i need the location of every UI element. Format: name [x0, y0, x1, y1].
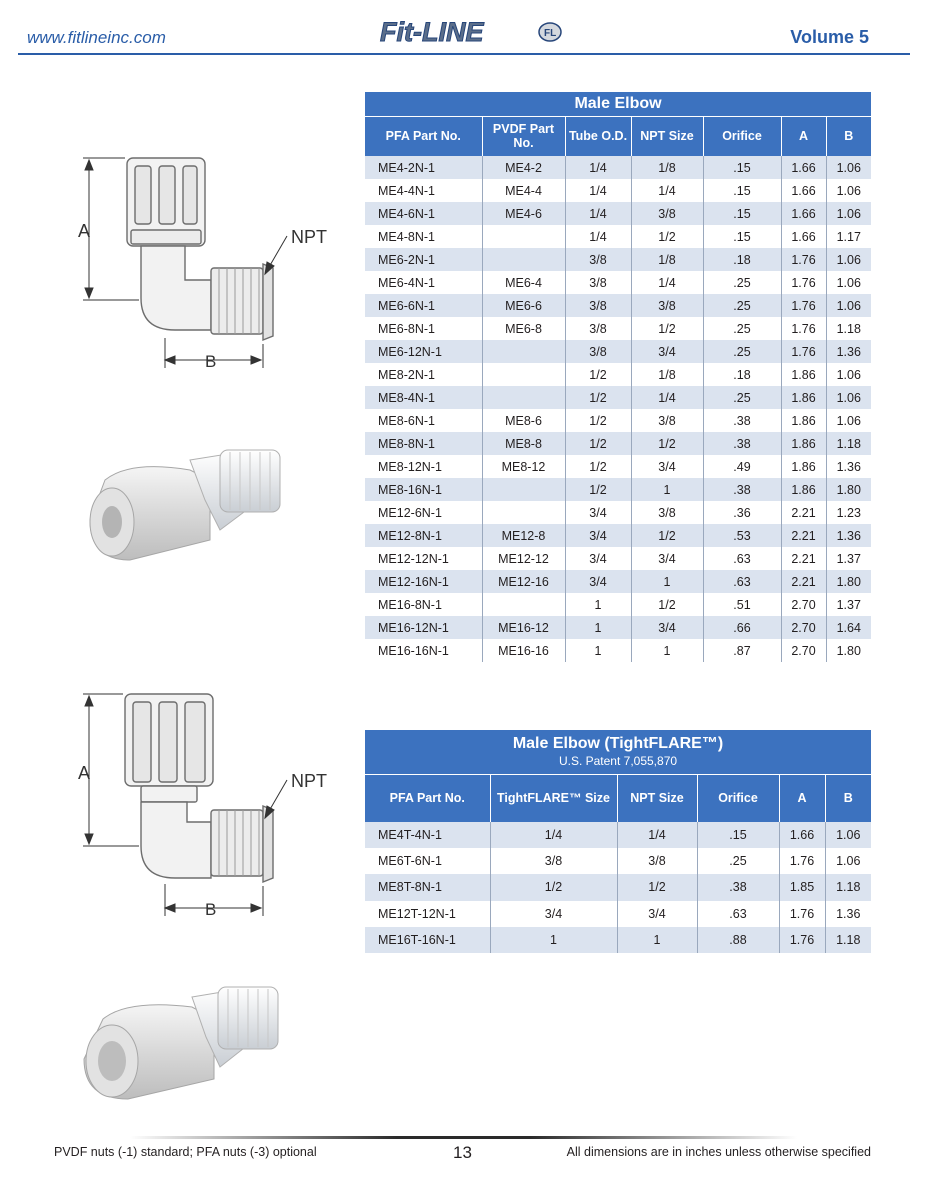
table-cell: 1.36 — [826, 524, 871, 547]
table-cell: 1.86 — [781, 363, 826, 386]
table-cell: 1.06 — [826, 156, 871, 179]
table-cell: 3/8 — [565, 340, 631, 363]
table-cell: 1.66 — [781, 225, 826, 248]
table-cell: ME16-8N-1 — [365, 593, 482, 616]
table-cell: 3/4 — [565, 501, 631, 524]
table-cell: .66 — [703, 616, 781, 639]
table-cell: 2.21 — [781, 547, 826, 570]
website-link[interactable]: www.fitlineinc.com — [27, 28, 166, 47]
column-header: TightFLARE™ Size — [490, 774, 617, 822]
table-cell: 1 — [617, 927, 697, 953]
table-cell: 1.18 — [825, 927, 871, 953]
table-cell: 1 — [631, 570, 703, 593]
table-cell: 3/4 — [565, 570, 631, 593]
column-header: PVDF Part No. — [482, 116, 565, 156]
table-cell: .87 — [703, 639, 781, 662]
column-header: PFA Part No. — [365, 116, 482, 156]
table-cell: 1/2 — [565, 386, 631, 409]
table-cell: ME4T-4N-1 — [365, 822, 490, 848]
table-cell: ME12-12N-1 — [365, 547, 482, 570]
table-cell: ME6-6 — [482, 294, 565, 317]
table-cell: 1/4 — [617, 822, 697, 848]
table-cell: 2.70 — [781, 616, 826, 639]
table-cell: 1.36 — [825, 901, 871, 927]
table-cell: ME16-16N-1 — [365, 639, 482, 662]
table-row — [365, 363, 871, 386]
table-cell: 1/4 — [565, 156, 631, 179]
table-title-text: Male Elbow (TightFLARE™) — [512, 735, 724, 753]
table-row — [365, 639, 871, 662]
table-cell: ME8T-8N-1 — [365, 874, 490, 900]
table-cell: .15 — [703, 202, 781, 225]
table-cell: 1/4 — [565, 179, 631, 202]
table-row — [365, 248, 871, 271]
table-title — [365, 730, 871, 774]
table-cell: 1/8 — [631, 363, 703, 386]
male-elbow-drawing — [75, 148, 345, 376]
male-elbow-table — [365, 92, 871, 662]
table-row — [365, 202, 871, 225]
dimension-b-label: B — [205, 352, 217, 371]
table-cell: ME12-16N-1 — [365, 570, 482, 593]
table-cell: 1/2 — [565, 478, 631, 501]
footer-divider — [130, 1136, 797, 1139]
table-cell: 1.64 — [826, 616, 871, 639]
table-cell — [482, 340, 565, 363]
table-cell: ME8-6 — [482, 409, 565, 432]
table-cell: 3/4 — [490, 901, 617, 927]
table-cell: 3/8 — [631, 409, 703, 432]
table-cell: 1.18 — [826, 432, 871, 455]
table-cell: 1.66 — [779, 822, 825, 848]
table-row — [365, 848, 871, 874]
table-row — [365, 616, 871, 639]
table-cell — [482, 386, 565, 409]
table-cell: 1/2 — [631, 317, 703, 340]
table-cell: 3/8 — [617, 848, 697, 874]
table-cell: 1.66 — [781, 156, 826, 179]
table-row — [365, 478, 871, 501]
table-cell: 1.76 — [781, 271, 826, 294]
column-header: PFA Part No. — [365, 774, 490, 822]
table-row — [365, 547, 871, 570]
table-cell: 1.86 — [781, 409, 826, 432]
table-cell: 1.06 — [826, 386, 871, 409]
table-cell: .25 — [703, 271, 781, 294]
table-cell: .38 — [703, 478, 781, 501]
fitline-logo — [376, 16, 566, 48]
table-header-row — [365, 774, 871, 822]
table-cell: 1/2 — [565, 455, 631, 478]
table-cell: ME8-12 — [482, 455, 565, 478]
table-cell: .25 — [703, 340, 781, 363]
table-cell: 3/8 — [631, 294, 703, 317]
table-cell: 1.18 — [826, 317, 871, 340]
table-cell: 1.76 — [781, 294, 826, 317]
table-cell: 1.66 — [781, 179, 826, 202]
table-cell: 1.66 — [781, 202, 826, 225]
table-cell: 3/8 — [631, 501, 703, 524]
table-cell: .49 — [703, 455, 781, 478]
table-cell: ME6-12N-1 — [365, 340, 482, 363]
table-cell: ME6-8 — [482, 317, 565, 340]
table-cell: ME6-2N-1 — [365, 248, 482, 271]
table-cell: ME12T-12N-1 — [365, 901, 490, 927]
table-cell: 1/4 — [565, 202, 631, 225]
table-cell: ME4-6N-1 — [365, 202, 482, 225]
table-cell: 1/4 — [565, 225, 631, 248]
table-row — [365, 225, 871, 248]
table-cell: ME8-2N-1 — [365, 363, 482, 386]
table-cell: 1.76 — [781, 317, 826, 340]
table-cell: 2.21 — [781, 501, 826, 524]
table-cell: 1/2 — [631, 432, 703, 455]
table-cell: .25 — [703, 317, 781, 340]
table-cell: ME12-8N-1 — [365, 524, 482, 547]
table-cell: 1.76 — [781, 248, 826, 271]
table-cell: 1.86 — [781, 478, 826, 501]
table-cell: 1/2 — [565, 432, 631, 455]
table-cell: 2.21 — [781, 570, 826, 593]
table-cell: ME12-16 — [482, 570, 565, 593]
table-cell: 1.17 — [826, 225, 871, 248]
table-cell: 1/2 — [565, 409, 631, 432]
table-cell: 3/8 — [565, 271, 631, 294]
table-cell: ME6-4N-1 — [365, 271, 482, 294]
table-cell: 3/8 — [631, 202, 703, 225]
column-header: Orifice — [703, 116, 781, 156]
table-cell: 1.76 — [781, 340, 826, 363]
table-cell: 1 — [565, 616, 631, 639]
logo-text: Fit-LINE — [380, 17, 484, 47]
table-cell: ME4-6 — [482, 202, 565, 225]
table-cell: .25 — [703, 294, 781, 317]
footer-disclaimer: All dimensions are in inches unless otherwise specified — [566, 1145, 871, 1159]
table-cell: 1/2 — [631, 593, 703, 616]
table-cell: 1.86 — [781, 432, 826, 455]
table-cell: ME8-12N-1 — [365, 455, 482, 478]
table-cell: .63 — [703, 570, 781, 593]
table-cell: 1.36 — [826, 455, 871, 478]
table-cell: .63 — [697, 901, 779, 927]
table-cell: 1/2 — [565, 363, 631, 386]
table-cell: 1/8 — [631, 248, 703, 271]
table-cell: 1.80 — [826, 570, 871, 593]
table-cell: 1.06 — [825, 848, 871, 874]
column-header: Orifice — [697, 774, 779, 822]
table-cell: .53 — [703, 524, 781, 547]
table-row — [365, 432, 871, 455]
table-cell: .15 — [703, 179, 781, 202]
table-row — [365, 501, 871, 524]
table-cell: 1 — [631, 639, 703, 662]
table-cell: 2.70 — [781, 639, 826, 662]
table-cell: 3/4 — [631, 616, 703, 639]
logo-badge-text: FL — [544, 28, 557, 39]
table-cell: 1.06 — [826, 248, 871, 271]
table-cell: 3/8 — [565, 317, 631, 340]
table-row — [365, 409, 871, 432]
table-cell: ME16-12N-1 — [365, 616, 482, 639]
header-divider — [18, 53, 910, 55]
table-cell: 1/4 — [631, 271, 703, 294]
table-row — [365, 593, 871, 616]
column-header: B — [825, 774, 871, 822]
table-cell: .25 — [703, 386, 781, 409]
table-cell: 1 — [631, 478, 703, 501]
table-row — [365, 822, 871, 848]
table-cell: 1/4 — [631, 179, 703, 202]
table-cell: 1.18 — [825, 874, 871, 900]
table-cell: 1.76 — [779, 901, 825, 927]
table-cell: ME6-8N-1 — [365, 317, 482, 340]
table-cell: 1.80 — [826, 478, 871, 501]
column-header: B — [826, 116, 871, 156]
table-cell: 1.80 — [826, 639, 871, 662]
table-cell: 1.86 — [781, 386, 826, 409]
table-row — [365, 901, 871, 927]
table-cell — [482, 225, 565, 248]
column-header: A — [779, 774, 825, 822]
table-cell: 2.70 — [781, 593, 826, 616]
table-cell: .38 — [703, 409, 781, 432]
table-header-row — [365, 116, 871, 156]
tightflare-elbow-drawing — [75, 688, 345, 918]
table-cell: 3/4 — [617, 901, 697, 927]
table-cell: 1.86 — [781, 455, 826, 478]
table-cell: ME6-6N-1 — [365, 294, 482, 317]
npt-label-2: NPT — [291, 771, 327, 791]
table-cell: 3/8 — [490, 848, 617, 874]
table-cell: ME12-6N-1 — [365, 501, 482, 524]
table-cell: 1.06 — [826, 409, 871, 432]
column-header: Tube O.D. — [565, 116, 631, 156]
table-cell — [482, 593, 565, 616]
table-cell: ME8-4N-1 — [365, 386, 482, 409]
table-cell: .36 — [703, 501, 781, 524]
table-cell: 3/4 — [631, 547, 703, 570]
table-cell: 1.37 — [826, 547, 871, 570]
table-cell: 1.23 — [826, 501, 871, 524]
table-cell — [482, 478, 565, 501]
table-cell: ME4-8N-1 — [365, 225, 482, 248]
table-body — [365, 156, 871, 662]
table-cell: 3/4 — [631, 340, 703, 363]
table-cell: 1/8 — [631, 156, 703, 179]
table-cell: .15 — [697, 822, 779, 848]
table-cell: 1.37 — [826, 593, 871, 616]
table-row — [365, 271, 871, 294]
table-row — [365, 179, 871, 202]
table-cell: 1.06 — [826, 202, 871, 225]
table-cell: 2.21 — [781, 524, 826, 547]
table-cell: 1.76 — [779, 927, 825, 953]
tightflare-table — [365, 730, 871, 953]
table-title: Male Elbow — [365, 92, 871, 116]
table-cell: ME8-8 — [482, 432, 565, 455]
table-cell: 1.06 — [826, 363, 871, 386]
table-cell: ME4-4N-1 — [365, 179, 482, 202]
table-cell: .15 — [703, 225, 781, 248]
table-cell: ME16-12 — [482, 616, 565, 639]
table-cell: 3/4 — [631, 455, 703, 478]
table-cell: 1/4 — [490, 822, 617, 848]
table-cell: 3/8 — [565, 294, 631, 317]
table-row — [365, 455, 871, 478]
table-cell: ME4-2 — [482, 156, 565, 179]
table-cell — [482, 248, 565, 271]
table-cell: .38 — [697, 874, 779, 900]
table-cell: ME4-2N-1 — [365, 156, 482, 179]
table-cell: 1.76 — [779, 848, 825, 874]
table-cell: 1.06 — [826, 271, 871, 294]
table-cell: 1/2 — [631, 524, 703, 547]
table-cell: 3/4 — [565, 547, 631, 570]
table-row — [365, 294, 871, 317]
table-body — [365, 822, 871, 953]
column-header: NPT Size — [631, 116, 703, 156]
table-cell: 1.06 — [826, 179, 871, 202]
table-cell: ME16-16 — [482, 639, 565, 662]
dimension-a-label: A — [78, 221, 91, 241]
table-cell: 1.36 — [826, 340, 871, 363]
table-row — [365, 386, 871, 409]
patent-subtitle: U.S. Patent 7,055,870 — [558, 754, 678, 769]
table-cell: 1.85 — [779, 874, 825, 900]
table-cell: .88 — [697, 927, 779, 953]
table-row — [365, 317, 871, 340]
table-cell: 1/2 — [617, 874, 697, 900]
footer-note: PVDF nuts (-1) standard; PFA nuts (-3) optional — [54, 1145, 317, 1159]
table-cell: ME4-4 — [482, 179, 565, 202]
table-cell: 3/8 — [565, 248, 631, 271]
table-cell: ME6T-6N-1 — [365, 848, 490, 874]
table-cell: 1 — [565, 593, 631, 616]
table-cell: ME8-6N-1 — [365, 409, 482, 432]
table-cell: .15 — [703, 156, 781, 179]
table-cell: 1/4 — [631, 386, 703, 409]
table-cell: 1.06 — [825, 822, 871, 848]
table-cell: 3/4 — [565, 524, 631, 547]
volume-label: Volume 5 — [790, 27, 869, 47]
male-elbow-photo — [70, 440, 290, 570]
table-row — [365, 927, 871, 953]
page-number: 13 — [453, 1143, 472, 1162]
table-cell: .51 — [703, 593, 781, 616]
table-row — [365, 156, 871, 179]
table-cell: 1 — [490, 927, 617, 953]
table-cell: 1.06 — [826, 294, 871, 317]
table-cell: 1/2 — [490, 874, 617, 900]
table-cell: ME12-8 — [482, 524, 565, 547]
table-cell: ME8-8N-1 — [365, 432, 482, 455]
table-cell: .18 — [703, 363, 781, 386]
table-row — [365, 570, 871, 593]
table-cell: ME16T-16N-1 — [365, 927, 490, 953]
dimension-b-label-2: B — [205, 900, 217, 918]
npt-label: NPT — [291, 227, 327, 247]
table-row — [365, 874, 871, 900]
table-cell: ME12-12 — [482, 547, 565, 570]
table-cell — [482, 363, 565, 386]
column-header: NPT Size — [617, 774, 697, 822]
page-header — [0, 0, 927, 58]
table-cell: ME6-4 — [482, 271, 565, 294]
table-cell: 1 — [565, 639, 631, 662]
table-cell: .18 — [703, 248, 781, 271]
table-cell: .38 — [703, 432, 781, 455]
table-cell — [482, 501, 565, 524]
dimension-a-label-2: A — [78, 763, 91, 783]
table-cell: 1/2 — [631, 225, 703, 248]
table-row — [365, 524, 871, 547]
table-row — [365, 340, 871, 363]
tightflare-elbow-photo — [68, 975, 288, 1105]
table-cell: ME8-16N-1 — [365, 478, 482, 501]
table-cell: .63 — [703, 547, 781, 570]
column-header: A — [781, 116, 826, 156]
table-cell: .25 — [697, 848, 779, 874]
